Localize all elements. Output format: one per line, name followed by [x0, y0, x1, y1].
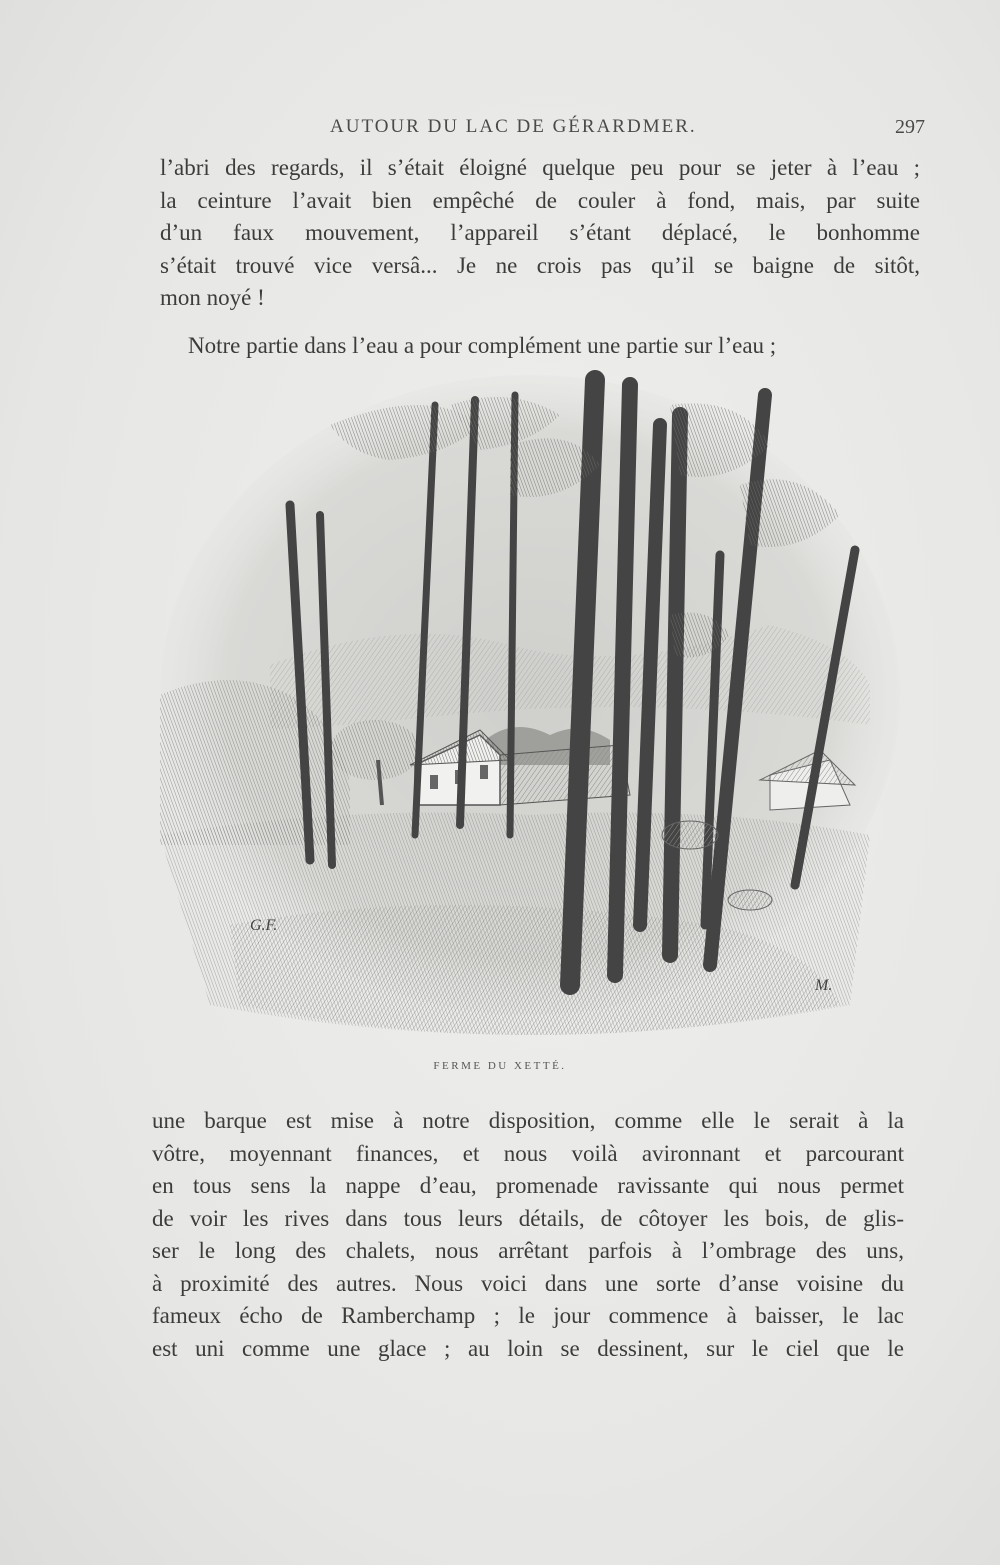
engraving-illustration — [150, 365, 910, 1055]
page-number: 297 — [895, 116, 925, 138]
paragraph-1 — [160, 152, 920, 315]
text-line: est uni comme une glace ; au loin se dessinent, sur le ciel que le — [152, 1335, 904, 1361]
artist-signature-right: M. — [815, 977, 833, 994]
text-line: la ceinture l’avait bien empêché de couler à fond, mais, par suite — [160, 187, 920, 213]
text-line: l’abri des regards, il s’était éloigné quelque peu pour se jeter à l’eau ; — [160, 155, 920, 180]
text-line: de voir les rives dans tous leurs détails, de côtoyer les bois, de glis- — [152, 1205, 904, 1231]
illustration-caption: FERME DU XETTÉ. — [433, 1060, 567, 1072]
boulder — [728, 890, 772, 910]
text-line: Notre partie dans l’eau a pour complément une partie sur l’eau ; — [188, 333, 777, 358]
text-line: d’un faux mouvement, l’appareil s’étant déplacé, le bonhomme — [160, 220, 920, 245]
paragraph-2 — [160, 330, 920, 363]
text-line: une barque est mise à notre disposition, comme elle le serait à la — [152, 1108, 904, 1133]
text-line: à proximité des autres. Nous voici dans une sorte d’anse voisine du — [152, 1270, 904, 1296]
text-line: fameux écho de Ramberchamp ; le jour commence à baisser, le lac — [152, 1303, 904, 1328]
boulder — [662, 821, 718, 849]
text-line: mon noyé ! — [160, 285, 265, 310]
text-line: vôtre, moyennant finances, et nous voilà avironnant et parcourant — [152, 1140, 904, 1166]
running-head — [160, 116, 925, 146]
artist-signature-left: G.F. — [250, 917, 278, 934]
text-line: s’était trouvé vice versâ... Je ne crois pas qu’il se baigne de sitôt, — [160, 252, 920, 278]
running-title: AUTOUR DU LAC DE GÉRARDMER. — [330, 116, 697, 137]
text-line: ser le long des chalets, nous arrêtant parfois à l’ombrage des uns, — [152, 1238, 904, 1263]
paragraph-3 — [152, 1105, 904, 1365]
text-line: en tous sens la nappe d’eau, promenade ravissante qui nous permet — [152, 1173, 904, 1198]
